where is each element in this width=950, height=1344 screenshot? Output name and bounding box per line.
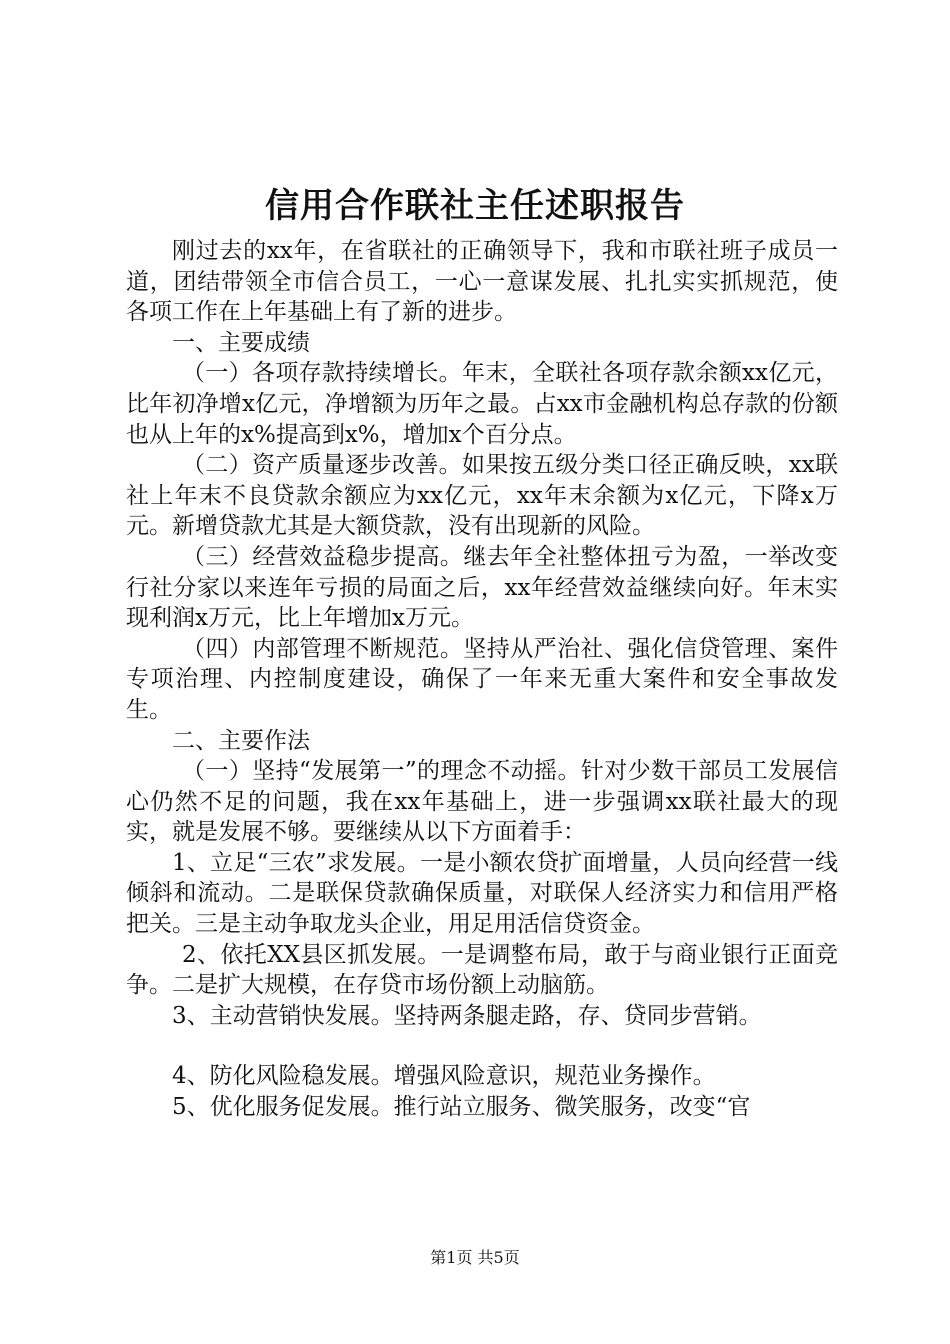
list-item-1: 1、立足“三农”求发展。一是小额农贷扩面增量，人员向经营一线倾斜和流动。二是联保贷款确保质量，对联保人经济实力和信用严格把关。三是主动争取龙头企业，用足用活信贷资金。 (126, 849, 838, 938)
paragraph-profitability: （三）经营效益稳步提高。继去年全社整体扭亏为盈，一举改变行社分家以来连年亏损的局面之后，xx年经营效益继续向好。年末实现利润x万元，比上年增加x万元。 (126, 543, 838, 632)
document-title: 信用合作联社主任述职报告 (265, 186, 685, 226)
page-footer: 第1页 共5页 (430, 1248, 520, 1267)
section-heading-methods: 二、主要作法 (172, 727, 310, 754)
list-item-5: 5、优化服务促发展。推行站立服务、微笑服务，改变“官 (172, 1094, 751, 1121)
paragraph-management: （四）内部管理不断规范。坚持从严治社、强化信贷管理、案件专项治理、内控制度建设，确保了一年来无重大案件和安全事故发生。 (126, 635, 838, 723)
document-body (126, 236, 838, 1123)
blank-line (126, 1031, 838, 1061)
section-heading-achievements: 一、主要成绩 (172, 329, 310, 356)
paragraph-development-first: （一）坚持“发展第一”的理念不动摇。针对少数干部员工发展信心仍然不足的问题，我在xx年基础上，进一步强调xx联社最大的现实，就是发展不够。要继续从以下方面着手： (126, 758, 838, 846)
paragraph-asset-quality: （二）资产质量逐步改善。如果按五级分类口径正确反映，xx联社上年末不良贷款余额应为xx亿元，xx年末余额为x亿元，下降x万元。新增贷款尤其是大额贷款，没有出现新的风险。 (126, 452, 838, 540)
list-item-2: 2、依托XX县区抓发展。一是调整布局，敢于与商业银行正面竞争。二是扩大规模，在存贷市场份额上动脑筋。 (126, 941, 838, 999)
paragraph-deposits: （一）各项存款持续增长。年末，全联社各项存款余额xx亿元，比年初净增x亿元，净增额为历年之最。占xx市金融机构总存款的份额也从上年的x%提高到x%，增加x个百分点。 (126, 360, 838, 448)
list-item-4: 4、防化风险稳发展。增强风险意识，规范业务操作。 (172, 1063, 716, 1090)
intro-paragraph: 刚过去的xx年，在省联社的正确领导下，我和市联社班子成员一道，团结带领全市信合员工，一心一意谋发展、扎扎实实抓规范，使各项工作在上年基础上有了新的进步。 (126, 238, 838, 326)
list-item-3: 3、主动营销快发展。坚持两条腿走路，存、贷同步营销。 (172, 1002, 762, 1029)
